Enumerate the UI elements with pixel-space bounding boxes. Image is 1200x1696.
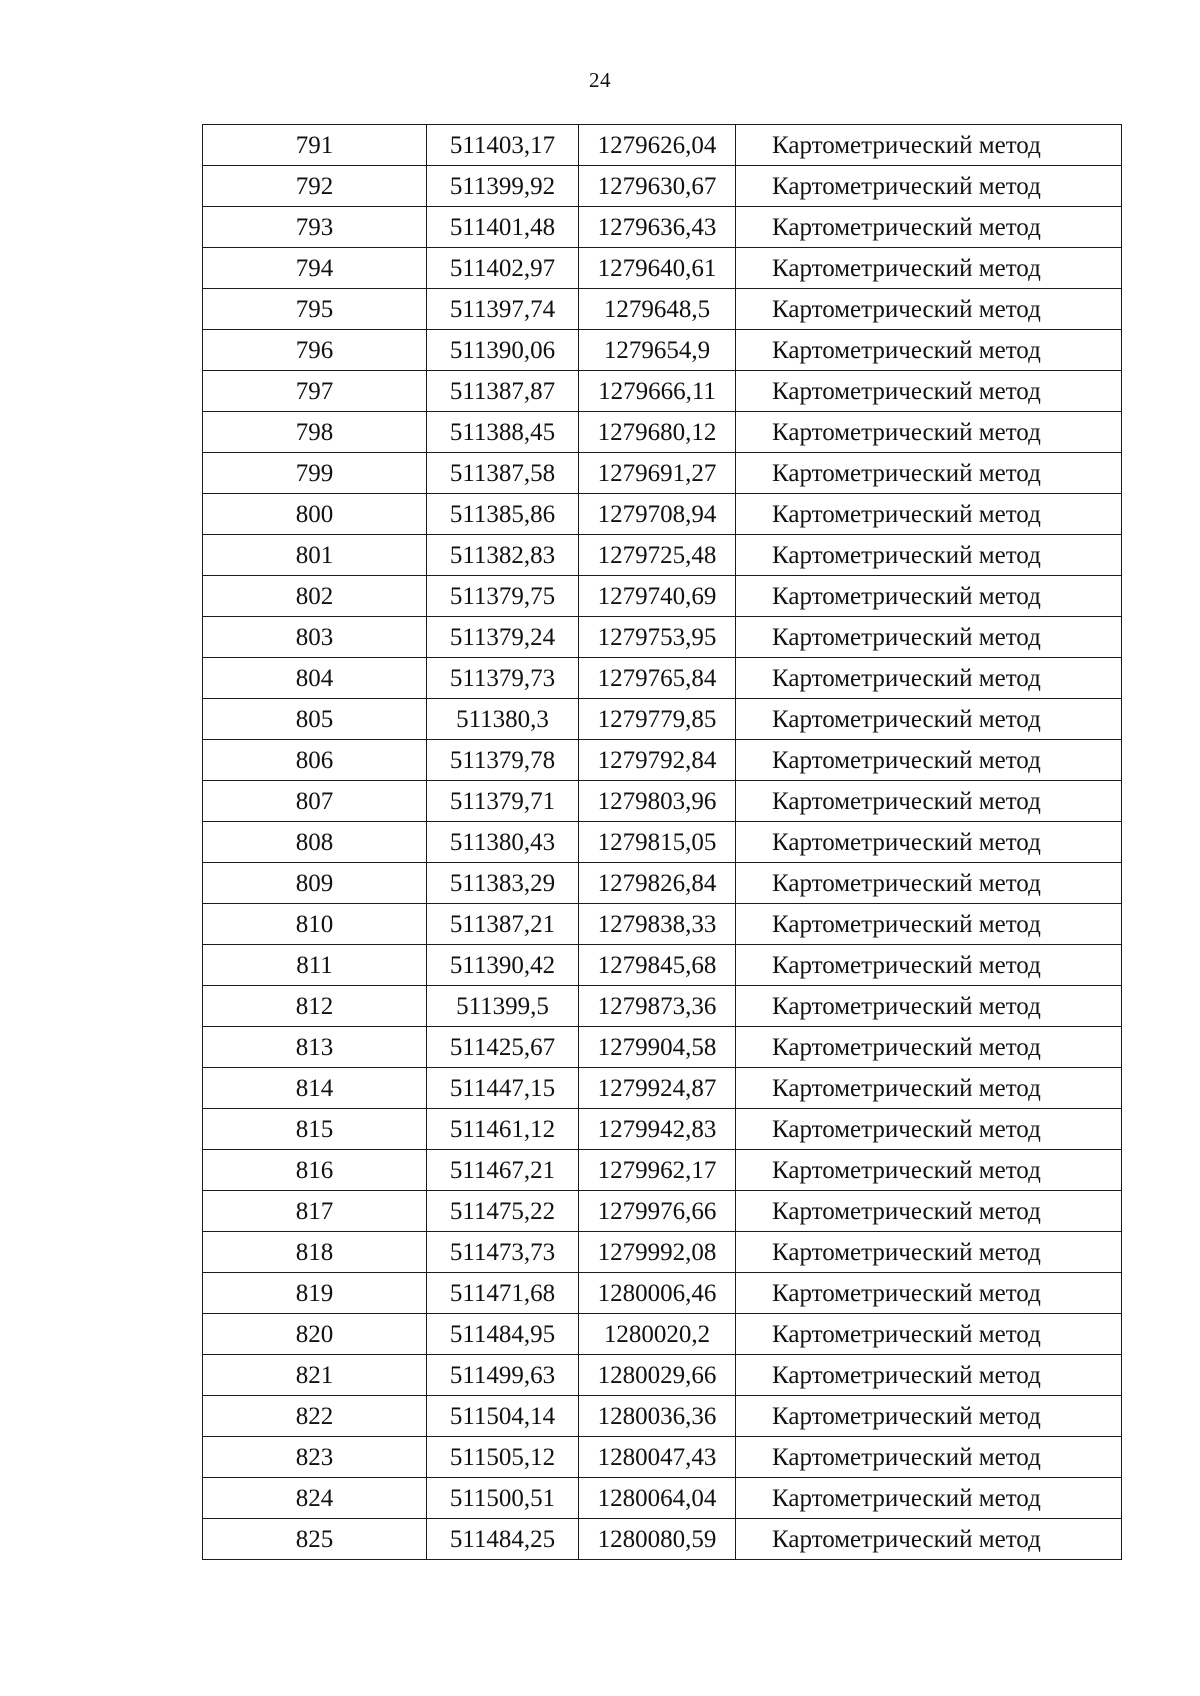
table-row bbox=[203, 822, 1122, 863]
table-row bbox=[203, 1232, 1122, 1273]
x-coordinate-cell: 511505,12 bbox=[427, 1437, 579, 1478]
method-cell: Картометрический метод bbox=[736, 740, 1122, 781]
y-coordinate-cell: 1279680,12 bbox=[579, 412, 736, 453]
point-number-cell: 795 bbox=[203, 289, 427, 330]
point-number-cell: 792 bbox=[203, 166, 427, 207]
table-row bbox=[203, 1273, 1122, 1314]
method-cell: Картометрический метод bbox=[736, 1150, 1122, 1191]
x-coordinate-cell: 511390,42 bbox=[427, 945, 579, 986]
y-coordinate-cell: 1280080,59 bbox=[579, 1519, 736, 1560]
x-coordinate-cell: 511379,78 bbox=[427, 740, 579, 781]
point-number-cell: 809 bbox=[203, 863, 427, 904]
table-row bbox=[203, 986, 1122, 1027]
y-coordinate-cell: 1280047,43 bbox=[579, 1437, 736, 1478]
table-row bbox=[203, 1109, 1122, 1150]
point-number-cell: 820 bbox=[203, 1314, 427, 1355]
point-number-cell: 817 bbox=[203, 1191, 427, 1232]
method-cell: Картометрический метод bbox=[736, 494, 1122, 535]
coordinates-table bbox=[202, 124, 1122, 1560]
method-cell: Картометрический метод bbox=[736, 822, 1122, 863]
y-coordinate-cell: 1279845,68 bbox=[579, 945, 736, 986]
method-cell: Картометрический метод bbox=[736, 617, 1122, 658]
table-row bbox=[203, 535, 1122, 576]
x-coordinate-cell: 511379,71 bbox=[427, 781, 579, 822]
x-coordinate-cell: 511467,21 bbox=[427, 1150, 579, 1191]
method-cell: Картометрический метод bbox=[736, 1355, 1122, 1396]
table-row bbox=[203, 863, 1122, 904]
point-number-cell: 805 bbox=[203, 699, 427, 740]
method-cell: Картометрический метод bbox=[736, 945, 1122, 986]
method-cell: Картометрический метод bbox=[736, 1068, 1122, 1109]
point-number-cell: 808 bbox=[203, 822, 427, 863]
method-cell: Картометрический метод bbox=[736, 207, 1122, 248]
point-number-cell: 791 bbox=[203, 125, 427, 166]
point-number-cell: 821 bbox=[203, 1355, 427, 1396]
table-row bbox=[203, 412, 1122, 453]
point-number-cell: 824 bbox=[203, 1478, 427, 1519]
table-row bbox=[203, 576, 1122, 617]
x-coordinate-cell: 511484,95 bbox=[427, 1314, 579, 1355]
table-row bbox=[203, 1068, 1122, 1109]
point-number-cell: 803 bbox=[203, 617, 427, 658]
y-coordinate-cell: 1280006,46 bbox=[579, 1273, 736, 1314]
point-number-cell: 793 bbox=[203, 207, 427, 248]
table-row bbox=[203, 617, 1122, 658]
y-coordinate-cell: 1279815,05 bbox=[579, 822, 736, 863]
method-cell: Картометрический метод bbox=[736, 166, 1122, 207]
y-coordinate-cell: 1279640,61 bbox=[579, 248, 736, 289]
y-coordinate-cell: 1279725,48 bbox=[579, 535, 736, 576]
x-coordinate-cell: 511399,5 bbox=[427, 986, 579, 1027]
point-number-cell: 814 bbox=[203, 1068, 427, 1109]
method-cell: Картометрический метод bbox=[736, 699, 1122, 740]
point-number-cell: 807 bbox=[203, 781, 427, 822]
x-coordinate-cell: 511387,87 bbox=[427, 371, 579, 412]
point-number-cell: 812 bbox=[203, 986, 427, 1027]
table-row bbox=[203, 248, 1122, 289]
method-cell: Картометрический метод bbox=[736, 1519, 1122, 1560]
point-number-cell: 802 bbox=[203, 576, 427, 617]
y-coordinate-cell: 1279779,85 bbox=[579, 699, 736, 740]
y-coordinate-cell: 1279976,66 bbox=[579, 1191, 736, 1232]
y-coordinate-cell: 1279753,95 bbox=[579, 617, 736, 658]
y-coordinate-cell: 1279740,69 bbox=[579, 576, 736, 617]
y-coordinate-cell: 1279630,67 bbox=[579, 166, 736, 207]
x-coordinate-cell: 511471,68 bbox=[427, 1273, 579, 1314]
point-number-cell: 819 bbox=[203, 1273, 427, 1314]
table-row bbox=[203, 1355, 1122, 1396]
y-coordinate-cell: 1279803,96 bbox=[579, 781, 736, 822]
point-number-cell: 813 bbox=[203, 1027, 427, 1068]
x-coordinate-cell: 511447,15 bbox=[427, 1068, 579, 1109]
method-cell: Картометрический метод bbox=[736, 986, 1122, 1027]
method-cell: Картометрический метод bbox=[736, 1437, 1122, 1478]
method-cell: Картометрический метод bbox=[736, 576, 1122, 617]
x-coordinate-cell: 511402,97 bbox=[427, 248, 579, 289]
point-number-cell: 800 bbox=[203, 494, 427, 535]
method-cell: Картометрический метод bbox=[736, 1191, 1122, 1232]
table-row bbox=[203, 1478, 1122, 1519]
y-coordinate-cell: 1279765,84 bbox=[579, 658, 736, 699]
y-coordinate-cell: 1279942,83 bbox=[579, 1109, 736, 1150]
x-coordinate-cell: 511382,83 bbox=[427, 535, 579, 576]
y-coordinate-cell: 1279992,08 bbox=[579, 1232, 736, 1273]
page-number: 24 bbox=[589, 68, 611, 92]
table-row bbox=[203, 330, 1122, 371]
point-number-cell: 818 bbox=[203, 1232, 427, 1273]
y-coordinate-cell: 1279873,36 bbox=[579, 986, 736, 1027]
point-number-cell: 825 bbox=[203, 1519, 427, 1560]
point-number-cell: 823 bbox=[203, 1437, 427, 1478]
point-number-cell: 801 bbox=[203, 535, 427, 576]
x-coordinate-cell: 511403,17 bbox=[427, 125, 579, 166]
method-cell: Картометрический метод bbox=[736, 1314, 1122, 1355]
method-cell: Картометрический метод bbox=[736, 1027, 1122, 1068]
y-coordinate-cell: 1279626,04 bbox=[579, 125, 736, 166]
x-coordinate-cell: 511500,51 bbox=[427, 1478, 579, 1519]
method-cell: Картометрический метод bbox=[736, 1109, 1122, 1150]
method-cell: Картометрический метод bbox=[736, 781, 1122, 822]
table-row bbox=[203, 453, 1122, 494]
point-number-cell: 806 bbox=[203, 740, 427, 781]
x-coordinate-cell: 511475,22 bbox=[427, 1191, 579, 1232]
y-coordinate-cell: 1279826,84 bbox=[579, 863, 736, 904]
method-cell: Картометрический метод bbox=[736, 248, 1122, 289]
x-coordinate-cell: 511379,24 bbox=[427, 617, 579, 658]
y-coordinate-cell: 1279838,33 bbox=[579, 904, 736, 945]
table-row bbox=[203, 904, 1122, 945]
point-number-cell: 810 bbox=[203, 904, 427, 945]
table-row bbox=[203, 371, 1122, 412]
y-coordinate-cell: 1279792,84 bbox=[579, 740, 736, 781]
y-coordinate-cell: 1280036,36 bbox=[579, 1396, 736, 1437]
method-cell: Картометрический метод bbox=[736, 535, 1122, 576]
y-coordinate-cell: 1279666,11 bbox=[579, 371, 736, 412]
table-row bbox=[203, 207, 1122, 248]
method-cell: Картометрический метод bbox=[736, 863, 1122, 904]
table-row bbox=[203, 1314, 1122, 1355]
method-cell: Картометрический метод bbox=[736, 658, 1122, 699]
table-row bbox=[203, 1027, 1122, 1068]
point-number-cell: 822 bbox=[203, 1396, 427, 1437]
x-coordinate-cell: 511390,06 bbox=[427, 330, 579, 371]
table-row bbox=[203, 494, 1122, 535]
x-coordinate-cell: 511397,74 bbox=[427, 289, 579, 330]
method-cell: Картометрический метод bbox=[736, 1232, 1122, 1273]
x-coordinate-cell: 511385,86 bbox=[427, 494, 579, 535]
y-coordinate-cell: 1279654,9 bbox=[579, 330, 736, 371]
table-row bbox=[203, 289, 1122, 330]
method-cell: Картометрический метод bbox=[736, 1396, 1122, 1437]
x-coordinate-cell: 511379,75 bbox=[427, 576, 579, 617]
point-number-cell: 796 bbox=[203, 330, 427, 371]
table-row bbox=[203, 740, 1122, 781]
x-coordinate-cell: 511399,92 bbox=[427, 166, 579, 207]
table-row bbox=[203, 1396, 1122, 1437]
y-coordinate-cell: 1279691,27 bbox=[579, 453, 736, 494]
x-coordinate-cell: 511380,3 bbox=[427, 699, 579, 740]
x-coordinate-cell: 511388,45 bbox=[427, 412, 579, 453]
table-row bbox=[203, 658, 1122, 699]
method-cell: Картометрический метод bbox=[736, 1478, 1122, 1519]
method-cell: Картометрический метод bbox=[736, 412, 1122, 453]
x-coordinate-cell: 511387,58 bbox=[427, 453, 579, 494]
table-row bbox=[203, 699, 1122, 740]
x-coordinate-cell: 511461,12 bbox=[427, 1109, 579, 1150]
table-row bbox=[203, 125, 1122, 166]
x-coordinate-cell: 511383,29 bbox=[427, 863, 579, 904]
table-row bbox=[203, 166, 1122, 207]
point-number-cell: 804 bbox=[203, 658, 427, 699]
x-coordinate-cell: 511499,63 bbox=[427, 1355, 579, 1396]
table-row bbox=[203, 945, 1122, 986]
y-coordinate-cell: 1279924,87 bbox=[579, 1068, 736, 1109]
coordinates-table-body bbox=[203, 125, 1122, 1560]
y-coordinate-cell: 1280020,2 bbox=[579, 1314, 736, 1355]
method-cell: Картометрический метод bbox=[736, 125, 1122, 166]
x-coordinate-cell: 511380,43 bbox=[427, 822, 579, 863]
y-coordinate-cell: 1280064,04 bbox=[579, 1478, 736, 1519]
x-coordinate-cell: 511387,21 bbox=[427, 904, 579, 945]
method-cell: Картометрический метод bbox=[736, 904, 1122, 945]
x-coordinate-cell: 511504,14 bbox=[427, 1396, 579, 1437]
point-number-cell: 799 bbox=[203, 453, 427, 494]
y-coordinate-cell: 1279708,94 bbox=[579, 494, 736, 535]
x-coordinate-cell: 511473,73 bbox=[427, 1232, 579, 1273]
y-coordinate-cell: 1279648,5 bbox=[579, 289, 736, 330]
method-cell: Картометрический метод bbox=[736, 371, 1122, 412]
y-coordinate-cell: 1279962,17 bbox=[579, 1150, 736, 1191]
method-cell: Картометрический метод bbox=[736, 1273, 1122, 1314]
method-cell: Картометрический метод bbox=[736, 453, 1122, 494]
y-coordinate-cell: 1279636,43 bbox=[579, 207, 736, 248]
method-cell: Картометрический метод bbox=[736, 330, 1122, 371]
table-row bbox=[203, 1437, 1122, 1478]
x-coordinate-cell: 511379,73 bbox=[427, 658, 579, 699]
x-coordinate-cell: 511425,67 bbox=[427, 1027, 579, 1068]
x-coordinate-cell: 511401,48 bbox=[427, 207, 579, 248]
x-coordinate-cell: 511484,25 bbox=[427, 1519, 579, 1560]
point-number-cell: 797 bbox=[203, 371, 427, 412]
point-number-cell: 798 bbox=[203, 412, 427, 453]
point-number-cell: 811 bbox=[203, 945, 427, 986]
table-row bbox=[203, 1150, 1122, 1191]
point-number-cell: 794 bbox=[203, 248, 427, 289]
table-row bbox=[203, 1519, 1122, 1560]
y-coordinate-cell: 1280029,66 bbox=[579, 1355, 736, 1396]
method-cell: Картометрический метод bbox=[736, 289, 1122, 330]
point-number-cell: 816 bbox=[203, 1150, 427, 1191]
point-number-cell: 815 bbox=[203, 1109, 427, 1150]
table-row bbox=[203, 1191, 1122, 1232]
table-row bbox=[203, 781, 1122, 822]
y-coordinate-cell: 1279904,58 bbox=[579, 1027, 736, 1068]
